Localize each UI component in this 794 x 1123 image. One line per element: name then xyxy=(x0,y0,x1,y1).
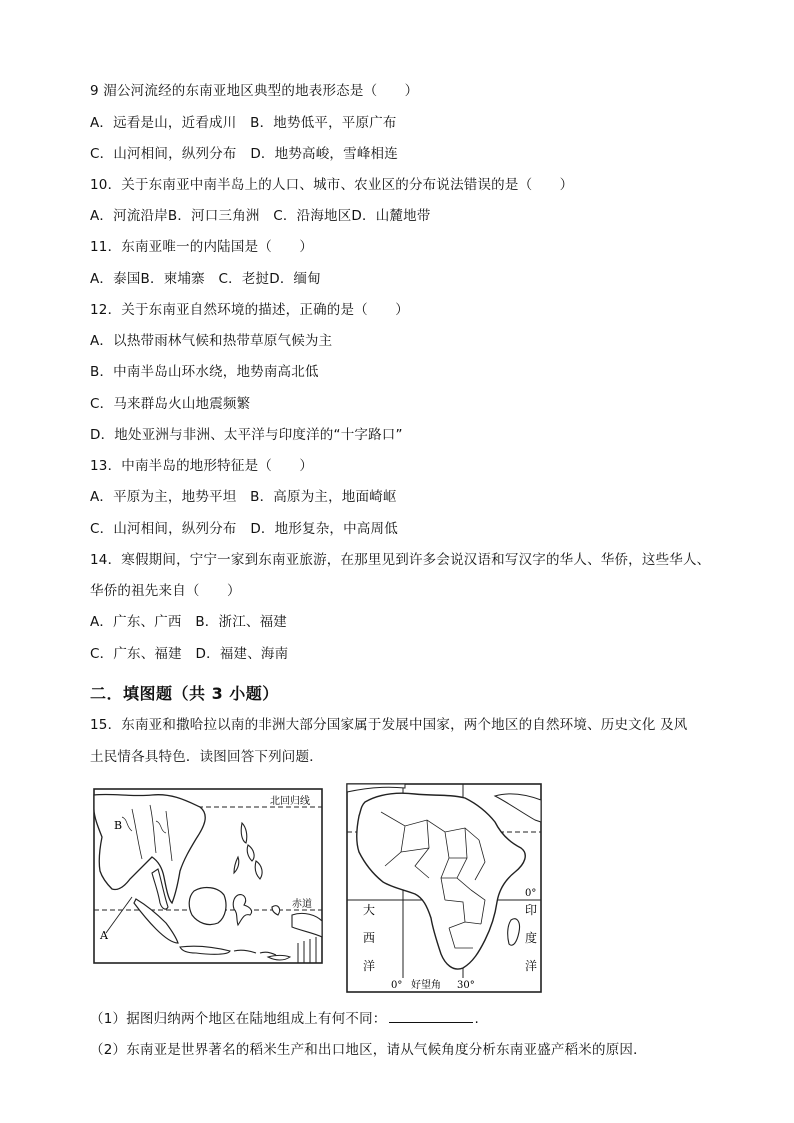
q12-option-c: C．马来群岛火山地震频繁 xyxy=(90,396,251,412)
q15-sub1-text: （1）据图归纳两个地区在陆地组成上有何不同： xyxy=(90,1011,387,1027)
q11-options: A．泰国B．柬埔寨 C．老挝D．缅甸 xyxy=(90,271,321,287)
q11-stem: 11．东南亚唯一的内陆国是（ ） xyxy=(90,239,314,255)
q13-options-2: C．山河相间，纵列分布 D．地形复杂，中高周低 xyxy=(90,521,398,537)
southeast-asia-map xyxy=(92,787,324,965)
q14-options-2: C．广东、福建 D．福建、海南 xyxy=(90,646,289,662)
lon0-label: 0° xyxy=(391,980,403,991)
section-heading: 二．填图题（共 3 小题） xyxy=(90,684,279,703)
q13-options-1: A．平原为主，地势平坦 B．高原为主，地面崎岖 xyxy=(90,489,397,505)
atlantic-label-2: 西 xyxy=(363,931,376,945)
q12-option-a: A．以热带雨林气候和热带草原气候为主 xyxy=(90,333,333,349)
q15-sub1 xyxy=(90,1010,479,1028)
q9-stem: 9 湄公河流经的东南亚地区典型的地表形态是（ ） xyxy=(90,83,419,99)
q15-stem-2: 土民情各具特色．读图回答下列问题． xyxy=(90,749,323,765)
q10-options: A．河流沿岸B．河口三角洲 C．沿海地区D．山麓地带 xyxy=(90,208,431,224)
q10-stem: 10．关于东南亚中南半岛上的人口、城市、农业区的分布说法错误的是（ ） xyxy=(90,177,574,193)
q15-stem-1: 15．东南亚和撒哈拉以南的非洲大部分国家属于发展中国家，两个地区的自然环境、历史文化 及风 xyxy=(90,717,688,733)
indian-label-3: 洋 xyxy=(525,959,538,973)
lon30-label: 30° xyxy=(457,980,475,991)
lat0-label: 0° xyxy=(525,888,537,899)
answer-blank[interactable] xyxy=(389,1010,473,1023)
q13-stem: 13．中南半岛的地形特征是（ ） xyxy=(90,458,314,474)
q12-option-b: B．中南半岛山环水绕，地势南高北低 xyxy=(90,364,319,380)
q15-sub1-end: . xyxy=(474,1011,479,1027)
label-a: A xyxy=(100,929,108,942)
q14-stem-2: 华侨的祖先来自（ ） xyxy=(90,583,241,599)
q14-options-1: A．广东、广西 B．浙江、福建 xyxy=(90,614,287,630)
indian-label-1: 印 xyxy=(525,903,538,917)
tropic-label: 北回归线 xyxy=(270,796,310,807)
q12-stem: 12．关于东南亚自然环境的描述，正确的是（ ） xyxy=(90,302,409,318)
label-b: B xyxy=(114,819,123,832)
africa-map xyxy=(345,782,543,994)
q9-options-2: C．山河相间，纵列分布 D．地势高峻，雪峰相连 xyxy=(90,146,398,162)
indian-label-2: 度 xyxy=(525,931,538,945)
q9-options-1: A．远看是山，近看成川 B．地势低平，平原广布 xyxy=(90,115,397,131)
q14-stem-1: 14．寒假期间，宁宁一家到东南亚旅游，在那里见到许多会说汉语和写汉字的华人、华侨，这些华人、 xyxy=(90,552,711,568)
q12-option-d: D．地处亚洲与非洲、太平洋与印度洋的“十字路口” xyxy=(90,427,403,443)
cape-label: 好望角 xyxy=(411,980,441,991)
q15-sub2: （2）东南亚是世界著名的稻米生产和出口地区，请从气候角度分析东南亚盛产稻米的原因． xyxy=(90,1042,647,1058)
atlantic-label-3: 洋 xyxy=(363,959,376,973)
equator-label: 赤道 xyxy=(292,899,312,910)
atlantic-label-1: 大 xyxy=(363,903,376,917)
